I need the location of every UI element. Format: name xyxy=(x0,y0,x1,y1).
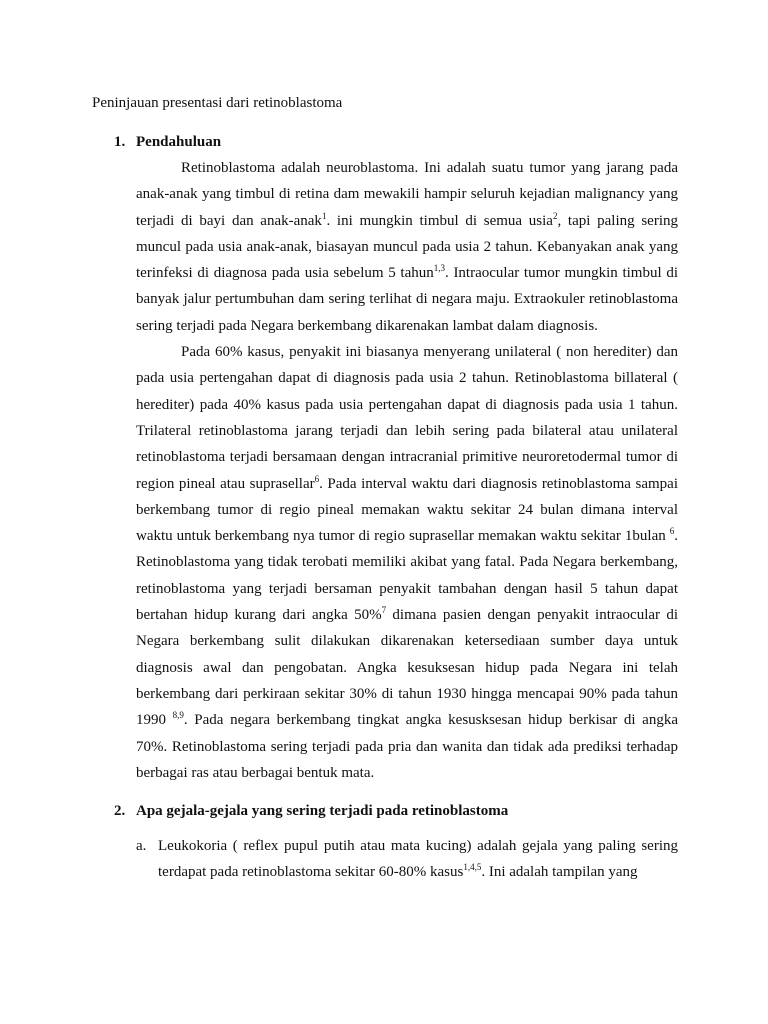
paragraph-2 xyxy=(136,339,678,786)
citation-superscript: 1,3 xyxy=(433,263,445,274)
citation-superscript: 8,9 xyxy=(172,710,184,721)
text-run: . Intraocular tumor mungkin timbul di banyak jalur pertumbuhan dam sering terlihat di negara maju. Extraokuler retinoblastoma sering terjadi pada Negara berkembang dikarenakan lambat dalam diagnosis. xyxy=(136,265,678,334)
section-heading-2 xyxy=(114,801,508,821)
list-item-letter: a. xyxy=(136,838,147,854)
text-run: Leukokoria ( reflex pupul putih atau mata kucing) adalah gejala yang paling sering terdapat pada retinoblastoma sekitar 60-80% kasus xyxy=(158,838,678,881)
list-item-text xyxy=(158,833,678,886)
document-title: Peninjauan presentasi dari retinoblastoma xyxy=(92,95,343,111)
section-1-body xyxy=(136,155,678,786)
text-run: dimana pasien dengan penyakit intraocular di Negara berkembang sulit dilakukan dikarenakan ketersediaan sumber daya untuk diagnosis awal dan pengobatan. Angka kesuksesan hidup pada Negara ini telah berkembang dari perkiraan sekitar 30% di tahun 1930 hingga mencapai 90% pada tahun 1990 xyxy=(136,607,678,729)
text-run: . Pada interval waktu dari diagnosis retinoblastoma sampai berkembang tumor di regio pineal memakan waktu sekitar 24 bulan dimana interval waktu untuk berkembang nya tumor di regio suprasellar memakan waktu sekitar 1bulan xyxy=(136,475,679,545)
section-title: Apa gejala-gejala yang sering terjadi pada retinoblastoma xyxy=(136,803,509,819)
section-heading-1 xyxy=(114,132,221,152)
citation-superscript: 1 xyxy=(321,210,327,221)
text-run: Pada 60% kasus, penyakit ini biasanya menyerang unilateral ( non herediter) dan pada usia pertengahan dapat di diagnosis pada usia 2 tahun. Retinoblastoma billateral ( herediter) pada 40% kasus pada usia pertengahan dapat di diagnosis pada usia 1 tahun. Trilateral retinoblastoma jarang terjadi dan lebih sering pada bilateral atau unilateral retinoblastoma terjadi bersamaan dengan intracranial primitive neuroretodermal tumor di region pineal atau suprasellar xyxy=(136,344,678,492)
citation-superscript: 7 xyxy=(381,605,387,616)
section-title: Pendahuluan xyxy=(136,134,222,150)
text-run: . Pada negara berkembang tingkat angka kesusksesan hidup berkisar di angka 70%. Retinoblastoma sering terjadi pada pria dan wanita dan tidak ada prediksi terhadap berbagai ras atau berbagai bentuk mata. xyxy=(136,712,678,781)
text-run: . Ini adalah tampilan yang xyxy=(481,864,638,881)
citation-superscript: 1,4,5 xyxy=(463,862,482,873)
text-run: . Retinoblastoma yang tidak terobati memiliki akibat yang fatal. Pada Negara berkembang, retinoblastoma yang terjadi bersaman penyakit tambahan dengan hasil 5 tahun dapat bertahan hidup kurang dari angka 50% xyxy=(136,528,678,624)
text-run: , tapi paling sering muncul pada usia anak-anak, biasayan muncul pada usia 2 tahun. Kebanyakan anak yang terinfeksi di diagnosa pada usia sebelum 5 tahun xyxy=(136,212,678,282)
section-number: 1. xyxy=(114,134,126,150)
text-run: Retinoblastoma adalah neuroblastoma. Ini adalah suatu tumor yang jarang pada anak-anak yang timbul di retina dam mewakili hampir seluruh kejadian malignancy yang terjadi di bayi dan anak-anak xyxy=(136,160,678,229)
citation-superscript: 6 xyxy=(669,526,675,537)
section-number: 2. xyxy=(114,803,126,819)
text-run: . ini mungkin timbul di semua usia xyxy=(326,212,553,229)
citation-superscript: 2 xyxy=(552,210,558,221)
citation-superscript: 6 xyxy=(314,473,320,484)
paragraph-1 xyxy=(136,155,678,339)
list-item-a xyxy=(136,833,678,886)
